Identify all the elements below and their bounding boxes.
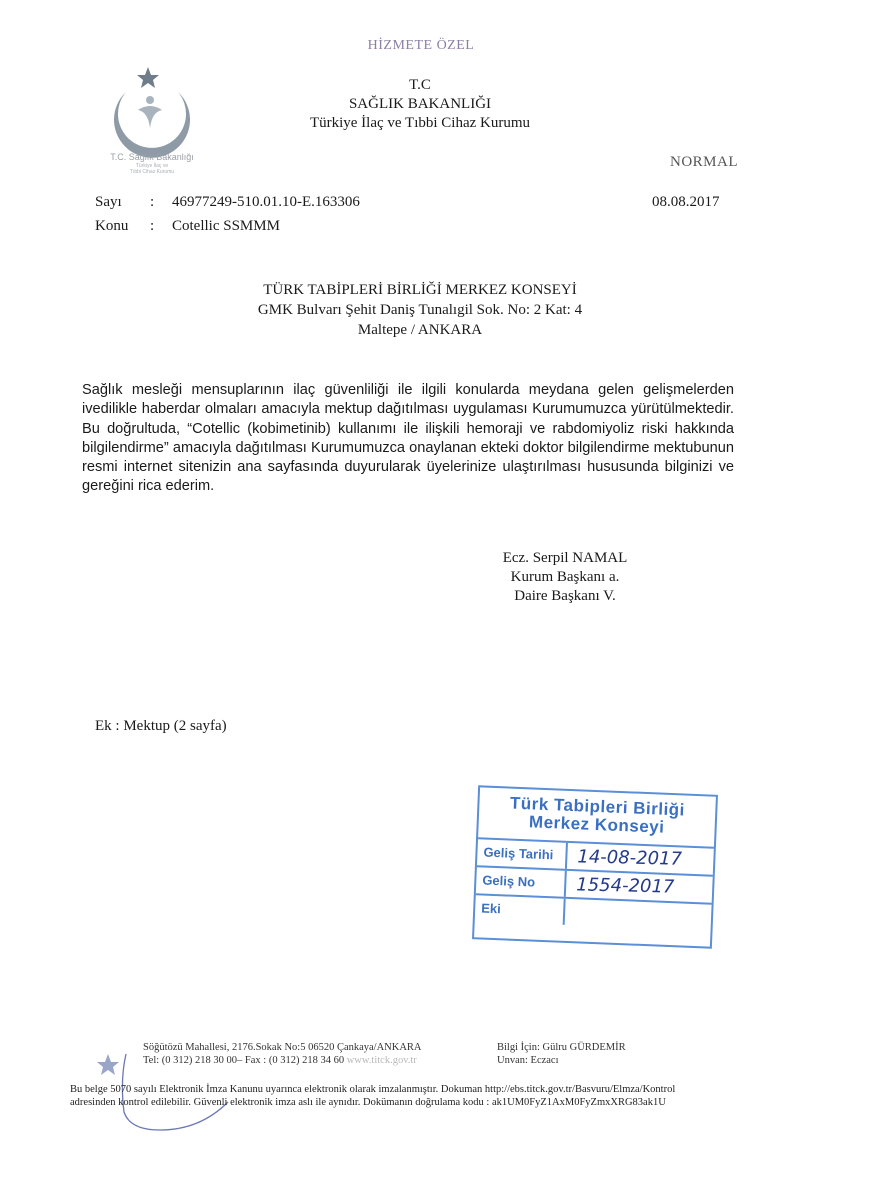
letter-body (82, 381, 734, 497)
esignature-notice-line2: adresinden kontrol edilebilir. Güvenli elektronik imza aslı ile aynıdır. Dokümanın doğrulama kodu : ak1UM0FyZ1AxM0FyZmxXRG83ak1U (70, 1097, 666, 1108)
stamp-title (478, 787, 716, 848)
stamp-number-value: 1554-2017 (576, 874, 675, 898)
footer-contact (143, 1041, 422, 1067)
signatory-title-2: Daire Başkanı V. (514, 588, 616, 604)
esignature-notice (70, 1083, 770, 1109)
stamp-date-label: Geliş Tarihi (477, 839, 568, 869)
document-date: 08.08.2017 (652, 194, 720, 210)
letterhead-country: T.C (409, 77, 431, 93)
sayi-colon: : (150, 194, 155, 210)
logo-subcaption-line1: Türkiye İlaç ve (135, 163, 169, 169)
logo-caption: T.C. Sağlık Bakanlığı (110, 152, 194, 162)
footer-info (497, 1041, 626, 1067)
received-stamp (472, 785, 718, 949)
stamp-attachment-label: Eki (475, 895, 566, 925)
stamp-number-label: Geliş No (476, 867, 567, 897)
recipient-address: GMK Bulvarı Şehit Daniş Tunalıgil Sok. No: 2 Kat: 4 (257, 302, 583, 318)
letterhead-ministry: SAĞLIK BAKANLIĞI (348, 96, 492, 112)
konu-value: Cotellic SSMMM (172, 218, 280, 234)
letter-body-paragraph: Sağlık mesleği mensuplarının ilaç güvenliliği ile ilgili konularda meydana gelen gelişmelerden ivedilikle haberdar olmaları amacıyla mektup dağıtılması uygulaması Kurumumuzca yürütülmektedir. Bu doğrultuda, “Cotellic (kobimetinib) kullanımı ile ilişkili hemoraji ve rabdomiyoliz riski hakkında bilgilendirme” amacıyla dağıtılması Kurumumuzca onaylanan ekteki doktor bilgilendirme mektubunun resmi internet sitenizin ana sayfasında duyurularak üyelerinize ulaştırılması hususunda bilginizi ve gereğini rica ederim. (82, 382, 734, 495)
recipient-name: TÜRK TABİPLERİ BİRLİĞİ MERKEZ KONSEYİ (263, 282, 577, 298)
confidentiality-label: HİZMETE ÖZEL (367, 38, 475, 53)
konu-colon: : (150, 218, 155, 234)
signature-block (470, 549, 660, 606)
recipient-block (170, 280, 670, 340)
stamp-attachment-value (565, 900, 712, 929)
recipient-city: Maltepe / ANKARA (357, 322, 483, 338)
stamp-date-value: 14-08-2017 (577, 846, 683, 870)
stamp-title-line2: Merkez Konseyi (528, 812, 665, 837)
logo-subcaption-line2: Tıbbi Cihaz Kurumu (129, 169, 175, 175)
footer-phone: Tel: (0 312) 218 30 00– Fax : (0 312) 218 34 60 (143, 1055, 345, 1066)
sayi-label: Sayı (95, 194, 122, 210)
priority-label: NORMAL (670, 154, 739, 170)
letterhead (230, 76, 610, 133)
footer-info-title: Unvan: Eczacı (497, 1055, 559, 1066)
attachment-note: Ek : Mektup (2 sayfa) (95, 718, 227, 734)
konu-label: Konu (95, 218, 129, 234)
letterhead-agency: Türkiye İlaç ve Tıbbi Cihaz Kurumu (309, 115, 531, 131)
footer-address: Söğütözü Mahallesi, 2176.Sokak No:5 06520 Çankaya/ANKARA (143, 1042, 422, 1053)
sayi-value: 46977249-510.01.10-E.163306 (172, 194, 360, 210)
footer-website[interactable]: www.titck.gov.tr (346, 1055, 417, 1066)
stamp-title-line1: Türk Tabipleri Birliği (509, 793, 686, 820)
signatory-title-1: Kurum Başkanı a. (510, 569, 620, 585)
signatory-name: Ecz. Serpil NAMAL (502, 550, 628, 566)
footer-phone-line (143, 1054, 422, 1067)
logo-subcaption (92, 163, 212, 175)
esignature-notice-line1: Bu belge 5070 sayılı Elektronik İmza Kanunu uyarınca elektronik olarak imzalanmıştır. Dokuman http://ebs.titck.gov.tr/Basvuru/Elmza/Kontrol (70, 1084, 676, 1095)
footer-info-contact: Bilgi İçin: Gülru GÜRDEMİR (497, 1042, 626, 1053)
